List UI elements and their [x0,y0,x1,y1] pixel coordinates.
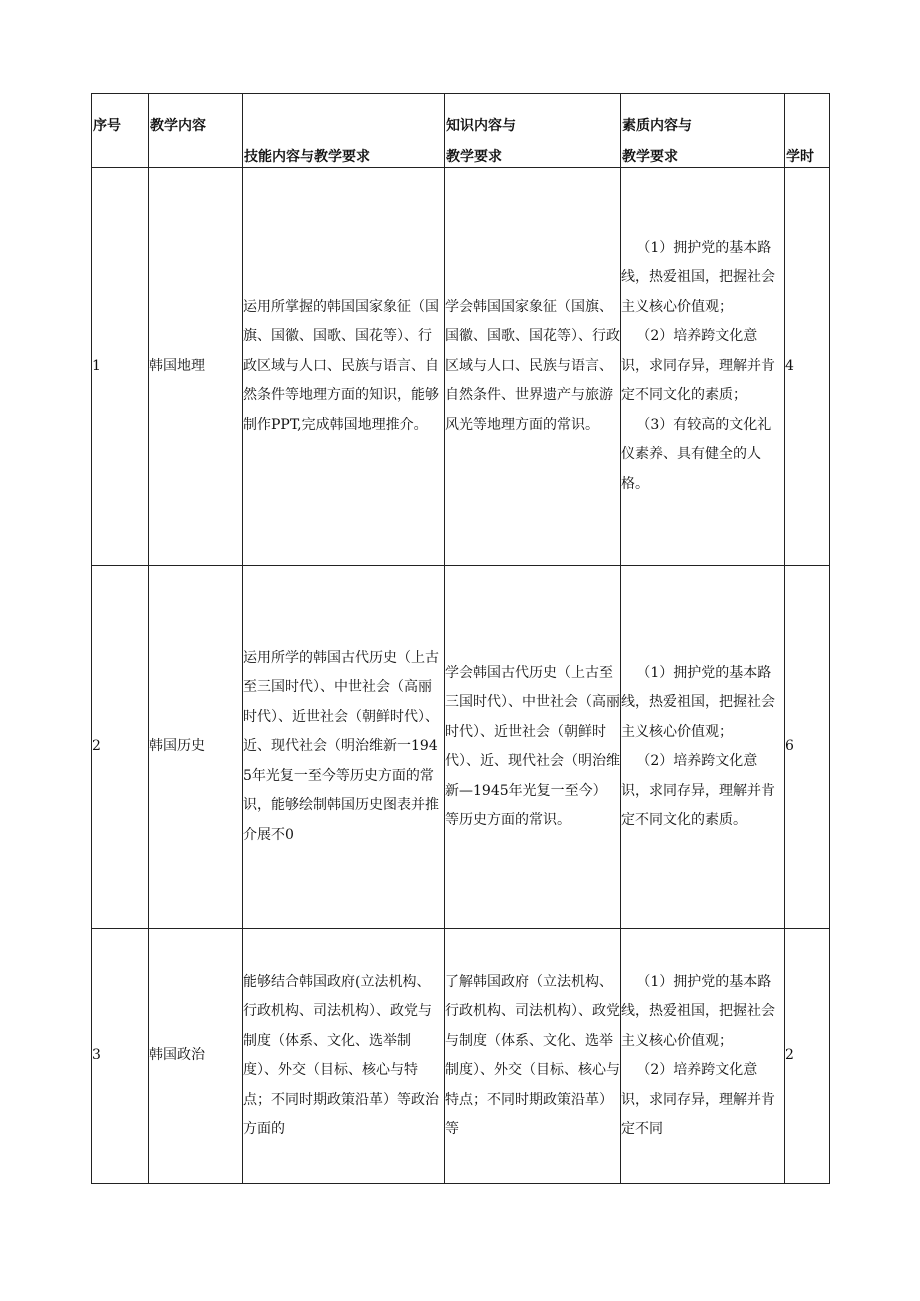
row-content: 韩国地理 [149,168,243,566]
quality-item: （2）培养跨文化意识，求同存异，理解并肯定不同文化的素质。 [621,753,775,828]
header-seq: 序号 [92,94,149,168]
header-hours: 学时 [785,94,830,168]
header-skills: 技能内容与教学要求 [243,94,445,168]
row-knowledge: 学会韩国国家象征（国旗、国徽、国歌、国花等）、行政区域与人口、民族与语言、自然条件、世界遗产与旅游风光等地理方面的常识。 [445,168,621,566]
quality-item: （1）拥护党的基本路线，热爱祖国，把握社会主义核心价值观； [621,239,775,315]
row-hours: 4 [785,168,830,566]
table-row [92,929,830,1184]
quality-item: （1）拥护党的基本路线，热爱祖国，把握社会主义核心价值观； [621,664,775,740]
row-seq: 2 [92,566,149,929]
quality-item: （3）有较高的文化礼仪素养、具有健全的人格。 [621,416,772,492]
row-knowledge: 学会韩国古代历史（上古至三国时代）、中世社会（高丽时代）、近世社会（朝鲜时代）、近、现代社会（明治维新—1945年光复一至今）等历史方面的常识。 [445,566,621,929]
header-knowledge: 知识内容与 教学要求 [445,94,621,168]
quality-item: （1）拥护党的基本路线，热爱祖国，把握社会主义核心价值观； [621,973,775,1049]
row-quality [621,566,785,929]
header-quality: 素质内容与 教学要求 [621,94,785,168]
row-skills: 运用所学的韩国古代历史（上古至三国时代）、中世社会（高丽时代）、近世社会（朝鲜时代）、近、现代社会（明治维新一1945年光复一至今等历史方面的常识，能够绘制韩国历史图表并推介展不0 [243,566,445,929]
header-content: 教学内容 [149,94,243,168]
table-row [92,168,830,566]
row-quality [621,929,785,1184]
header-row [92,94,830,168]
row-seq: 1 [92,168,149,566]
row-hours: 2 [785,929,830,1184]
row-skills: 能够结合韩国政府(立法机构、行政机构、司法机构）、政党与制度（体系、文化、选举制度）、外交（目标、核心与特点；不同时期政策沿革）等政治方面的 [243,929,445,1184]
row-knowledge: 了解韩国政府（立法机构、行政机构、司法机构）、政党与制度（体系、文化、选举制度）、外交（目标、核心与特点；不同时期政策沿革）等 [445,929,621,1184]
row-skills: 运用所掌握的韩国国家象征（国旗、国徽、国歌、国花等）、行政区域与人口、民族与语言、自然条件等地理方面的知识，能够制作PPT,完成韩国地理推介。 [243,168,445,566]
quality-item: （2）培养跨文化意识，求同存异，理解并肯定不同文化的素质； [621,328,775,404]
row-hours: 6 [785,566,830,929]
curriculum-table [91,93,830,1184]
table-row [92,566,830,929]
quality-item: （2）培养跨文化意识，求同存异，理解并肯定不同 [621,1062,775,1137]
row-content: 韩国历史 [149,566,243,929]
row-quality [621,168,785,566]
row-content: 韩国政治 [149,929,243,1184]
row-seq: 3 [92,929,149,1184]
